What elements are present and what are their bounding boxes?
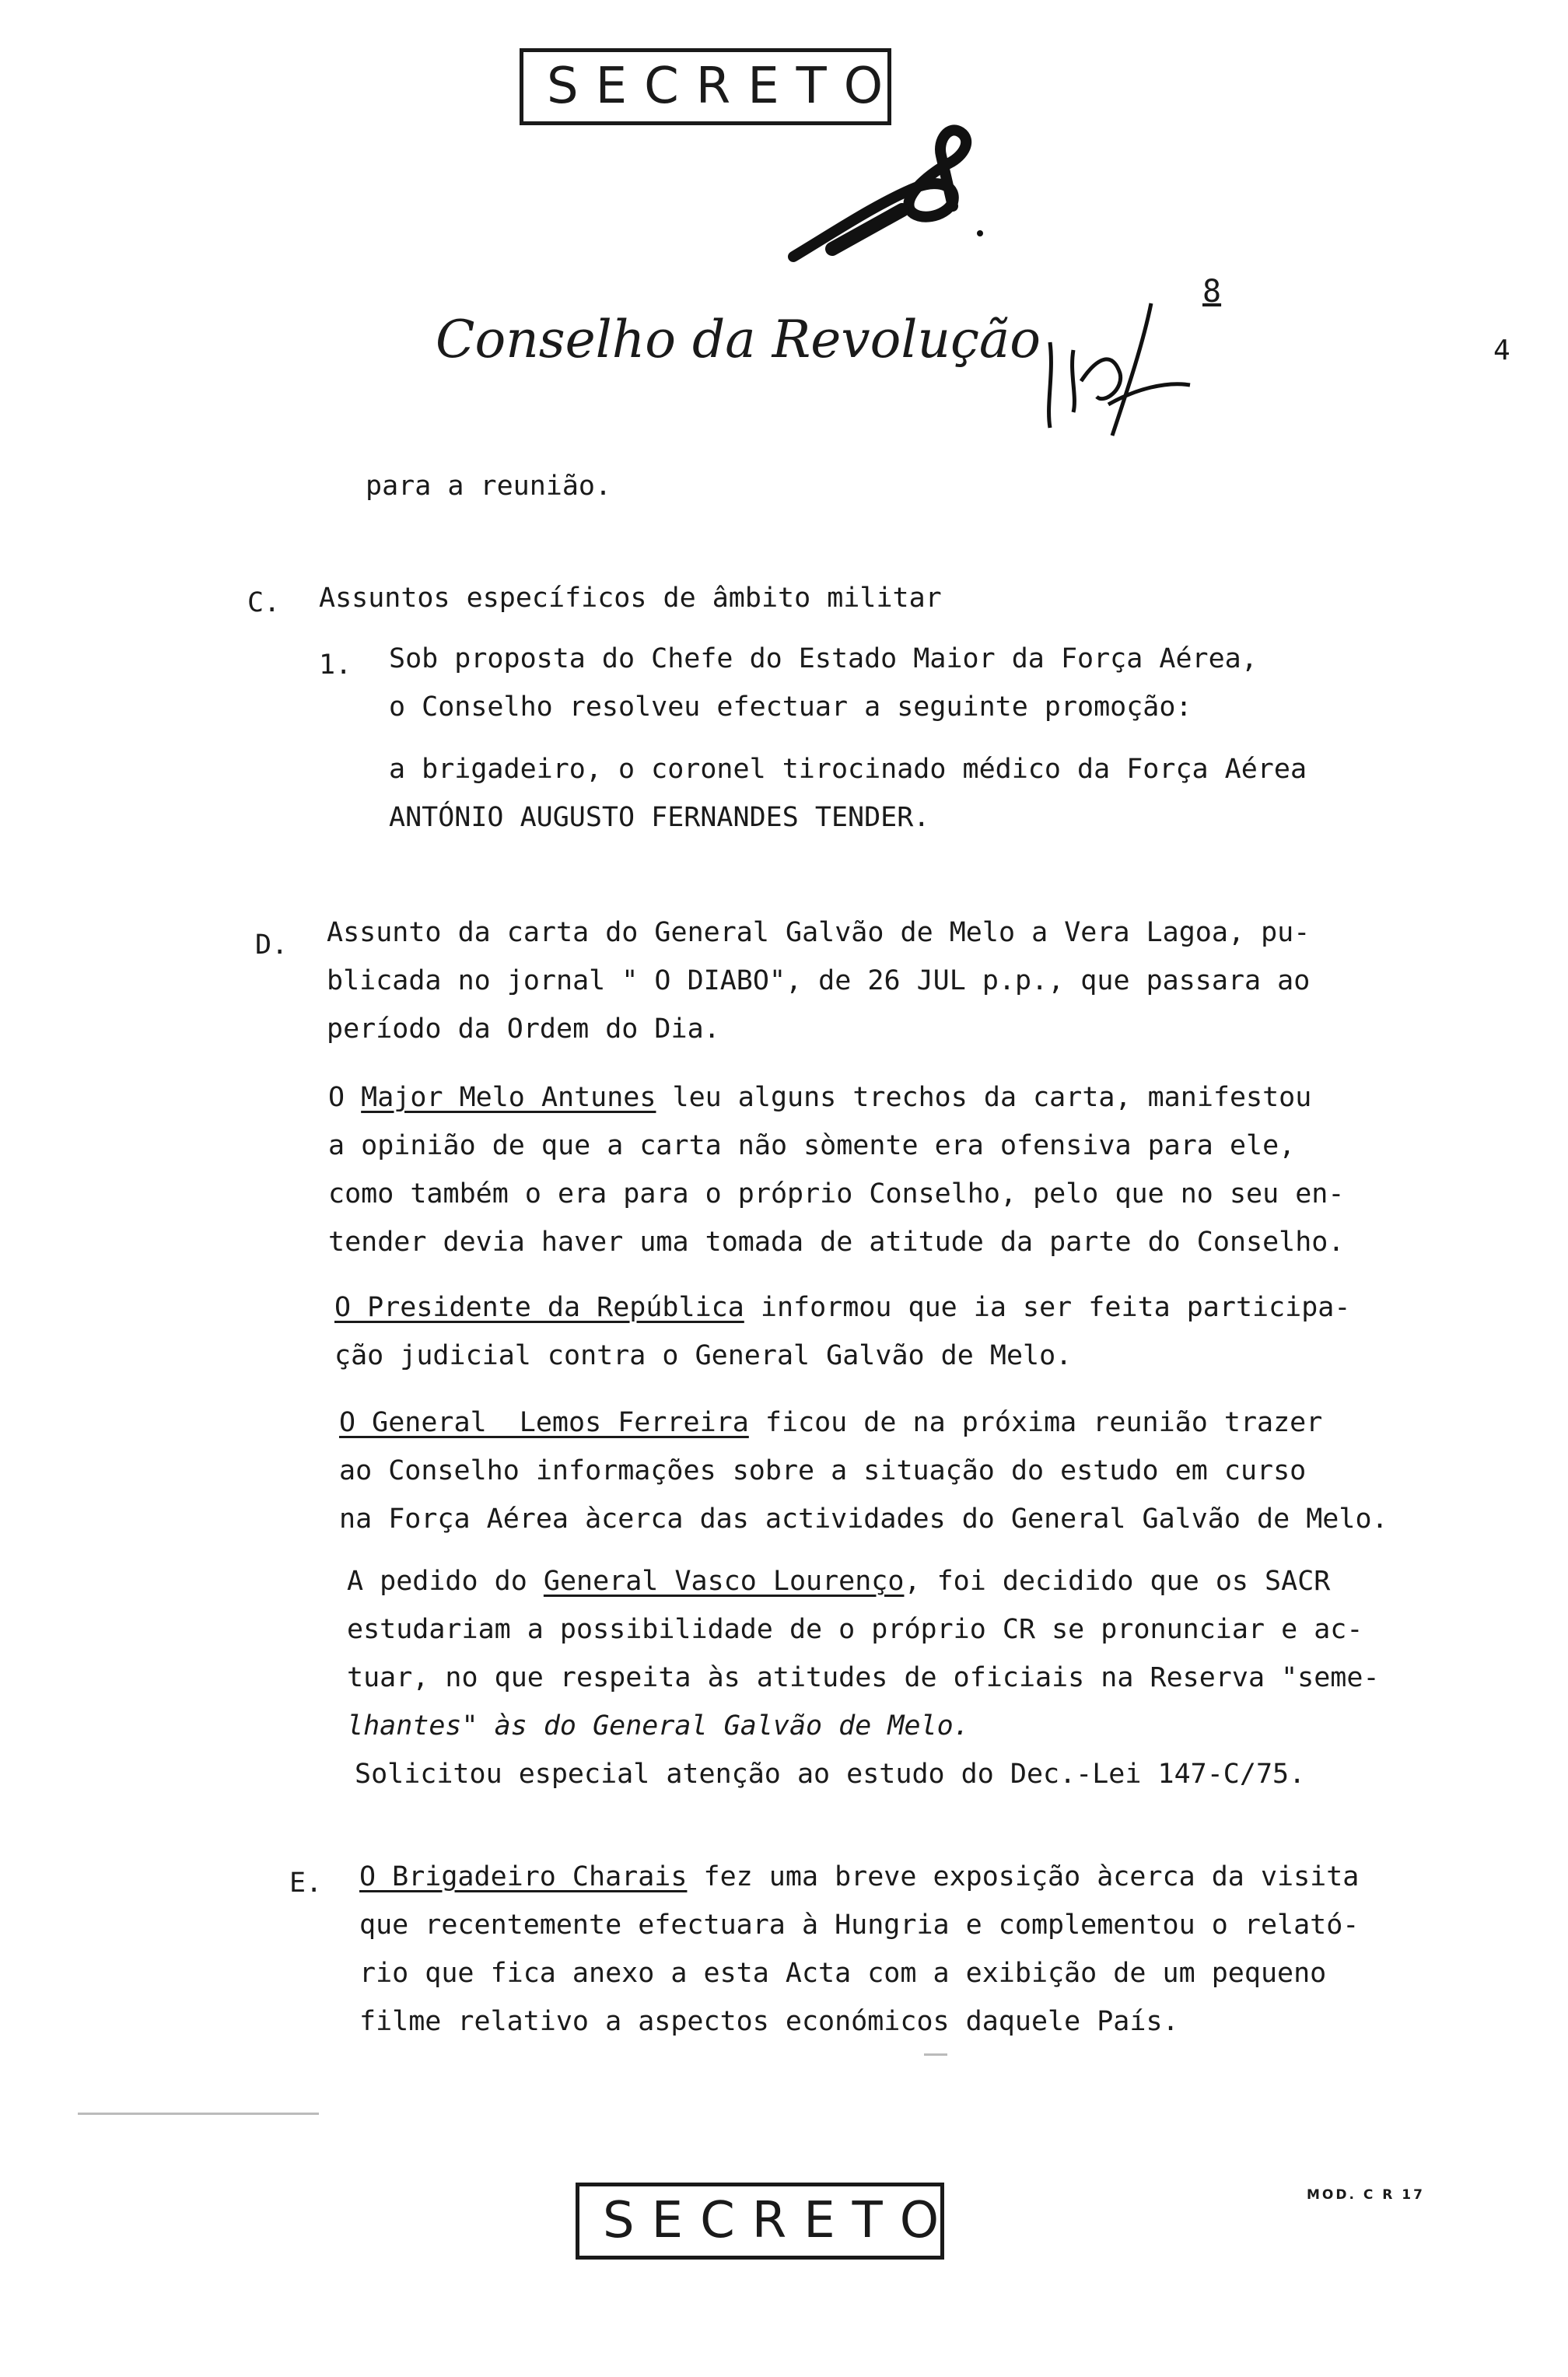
institution-title: Conselho da Revolução xyxy=(436,310,1041,369)
paragraph-prefix: A pedido do xyxy=(347,1566,544,1597)
paragraph-vasco-lourenco-line-1 xyxy=(347,1568,1330,1595)
section-c-title: Assuntos específicos de âmbito militar xyxy=(319,583,942,614)
edge-mark: 4 xyxy=(1493,334,1510,366)
line-rest: ficou de na próxima reunião trazer xyxy=(748,1407,1323,1438)
section-c-line-3: a brigadeiro, o coronel tirocinado médico da Força Aérea xyxy=(389,754,1307,785)
section-c-line-4: ANTÓNIO AUGUSTO FERNANDES TENDER. xyxy=(389,802,930,833)
line-rest: leu alguns trechos da carta, manifestou xyxy=(656,1082,1312,1113)
section-c-letter: C. xyxy=(247,587,281,618)
section-d-letter: D. xyxy=(255,929,289,961)
paragraph-presidente-line-2: ção judicial contra o General Galvão de Melo. xyxy=(334,1340,1073,1371)
section-e-line-1 xyxy=(359,1861,1360,1892)
section-e-line-2: que recentemente efectuara à Hungria e complementou o relató- xyxy=(359,1910,1360,1941)
paragraph-lemos-ferreira-line-3: na Força Aérea àcerca das actividades do General Galvão de Melo. xyxy=(339,1504,1388,1535)
line-rest: fez uma breve exposição àcerca da visita xyxy=(687,1861,1360,1892)
line-rest: informou que ia ser feita participa- xyxy=(744,1292,1351,1323)
section-e-letter: E. xyxy=(289,1868,323,1899)
paragraph-melo-antunes-line-1 xyxy=(328,1084,1311,1111)
scan-smudge xyxy=(78,2113,319,2115)
paragraph-melo-antunes-line-2: a opinião de que a carta não sòmente era ofensiva para ele, xyxy=(328,1130,1296,1161)
paragraph-melo-antunes-line-4: tender devia haver uma tomada de atitude da parte do Conselho. xyxy=(328,1227,1345,1258)
section-c-line-1: Sob proposta do Chefe do Estado Maior da Força Aérea, xyxy=(389,643,1258,674)
paragraph-melo-antunes-line-3: como também o era para o próprio Conselho, pelo que no seu en- xyxy=(328,1178,1345,1210)
section-e-line-4: filme relativo a aspectos económicos daquele País. xyxy=(359,2006,1179,2037)
scan-smudge xyxy=(924,2053,947,2056)
handwritten-initials xyxy=(1034,296,1198,443)
paragraph-vasco-lourenco-line-2: estudariam a possibilidade de o próprio CR se pronunciar e ac- xyxy=(347,1614,1363,1645)
section-c-line-2: o Conselho resolveu efectuar a seguinte promoção: xyxy=(389,691,1192,723)
paragraph-lemos-ferreira-line-1 xyxy=(339,1409,1322,1437)
speaker-name: Major Melo Antunes xyxy=(361,1082,656,1113)
secret-stamp-bottom: SECRETO xyxy=(576,2183,944,2260)
speaker-name: O Presidente da República xyxy=(334,1292,744,1323)
section-d-line-1: Assunto da carta do General Galvão de Melo a Vera Lagoa, pu- xyxy=(327,917,1311,948)
handwritten-initial-signature xyxy=(786,117,988,272)
speaker-name: O Brigadeiro Charais xyxy=(359,1861,688,1892)
section-d-line-2: blicada no jornal " O DIABO", de 26 JUL p.p., que passara ao xyxy=(327,965,1311,996)
paragraph-lemos-ferreira-line-2: ao Conselho informações sobre a situação do estudo em curso xyxy=(339,1455,1307,1486)
section-e-line-3: rio que fica anexo a esta Acta com a exibição de um pequeno xyxy=(359,1958,1327,1989)
paragraph-vasco-lourenco-line-3: tuar, no que respeita às atitudes de oficiais na Reserva "seme- xyxy=(347,1662,1380,1693)
secret-stamp-top: SECRETO xyxy=(520,48,891,125)
opening-line: para a reunião. xyxy=(366,471,612,502)
paragraph-vasco-lourenco-line-5: Solicitou especial atenção ao estudo do Dec.-Lei 147-C/75. xyxy=(355,1759,1306,1790)
paragraph-prefix: O xyxy=(328,1082,362,1113)
speaker-name: General Vasco Lourenço xyxy=(543,1566,905,1597)
line-rest: , foi decidido que os SACR xyxy=(904,1566,1331,1597)
paragraph-vasco-lourenco-line-4: lhantes" às do General Galvão de Melo. xyxy=(347,1710,970,1742)
page-number: 8 xyxy=(1202,274,1222,310)
paragraph-presidente-line-1 xyxy=(334,1294,1350,1322)
section-d-line-3: período da Ordem do Dia. xyxy=(327,1013,720,1045)
speaker-name: O General Lemos Ferreira xyxy=(339,1407,749,1438)
form-code: MOD. C R 17 xyxy=(1307,2187,1425,2203)
section-c-item-number: 1. xyxy=(319,649,352,681)
